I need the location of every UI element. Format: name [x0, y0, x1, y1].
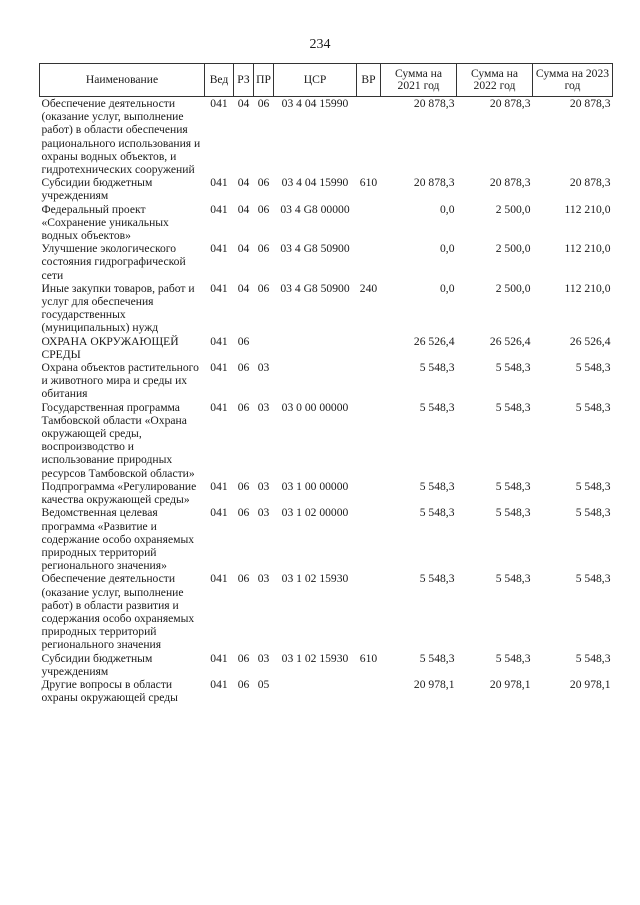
row-name-cell: Подпрограмма «Регулирование качества окружающей среды»	[41, 479, 197, 507]
row-rz-cell: 04	[237, 242, 250, 256]
table-body	[40, 97, 613, 705]
row-sum-2022-cell: 5 548,3	[495, 572, 531, 586]
row-sum-2023-cell: 112 210,0	[564, 281, 611, 295]
row-sum-2023-cell: 20 878,3	[569, 176, 611, 190]
table-row	[40, 361, 613, 401]
row-csr-cell: 03 1 02 15930	[281, 572, 349, 586]
row-sum-2023-cell: 112 210,0	[564, 242, 611, 256]
row-pr-cell: 03	[257, 400, 270, 414]
header-ved: Вед	[205, 64, 234, 97]
row-ved-cell: 041	[210, 506, 228, 520]
row-vr-cell	[357, 678, 381, 704]
row-csr-cell: 03 4 G8 50900	[280, 242, 350, 256]
row-csr-cell: 03 1 02 00000	[281, 506, 349, 520]
table-row	[40, 176, 613, 202]
row-sum-2021-cell: 20 878,3	[413, 176, 455, 190]
header-pr: ПР	[254, 64, 274, 97]
row-csr-cell	[274, 335, 357, 361]
row-sum-2022-cell: 2 500,0	[495, 242, 531, 256]
row-sum-2022-cell: 5 548,3	[495, 361, 531, 375]
row-rz-cell: 04	[237, 281, 250, 295]
row-vr-cell	[357, 506, 381, 572]
row-sum-2023-cell: 5 548,3	[575, 506, 611, 520]
row-vr-cell: 610	[359, 651, 378, 665]
row-csr-cell: 03 4 04 15990	[281, 97, 349, 110]
row-sum-2022-cell: 2 500,0	[495, 202, 531, 216]
budget-table	[39, 63, 613, 704]
row-ved-cell: 041	[210, 572, 228, 586]
row-pr-cell: 03	[257, 506, 270, 520]
row-rz-cell: 06	[237, 677, 250, 691]
row-sum-2021-cell: 26 526,4	[413, 334, 455, 348]
row-csr-cell	[274, 678, 357, 704]
row-pr-cell: 06	[257, 97, 270, 110]
table-row	[40, 506, 613, 572]
row-sum-2023-cell: 26 526,4	[569, 334, 611, 348]
table-row	[40, 678, 613, 704]
row-vr-cell	[357, 480, 381, 506]
header-sum-2022: Сумма на 2022 год	[457, 64, 533, 97]
row-sum-2022-cell: 20 978,1	[489, 677, 531, 691]
header-vr: ВР	[357, 64, 381, 97]
row-sum-2023-cell: 20 978,1	[569, 677, 611, 691]
row-csr-cell: 03 1 02 15930	[281, 651, 349, 665]
row-pr-cell: 03	[257, 572, 270, 586]
row-sum-2021-cell: 20 978,1	[413, 677, 455, 691]
row-vr-cell	[357, 572, 381, 651]
header-rz: РЗ	[234, 64, 254, 97]
row-vr-cell	[357, 242, 381, 282]
table-row	[40, 335, 613, 361]
row-sum-2021-cell: 20 878,3	[413, 97, 455, 110]
row-sum-2021-cell: 5 548,3	[419, 361, 455, 375]
row-name-cell: Федеральный проект «Сохранение уникальных водных объектов»	[41, 202, 169, 243]
row-name-cell: Субсидии бюджетным учреждениям	[41, 651, 153, 678]
row-name-cell: ОХРАНА ОКРУЖАЮЩЕЙ СРЕДЫ	[41, 334, 179, 361]
row-ved-cell: 041	[210, 176, 228, 190]
row-csr-cell: 03 4 04 15990	[281, 176, 349, 190]
header-name: Наименование	[40, 64, 205, 97]
table-row	[40, 203, 613, 243]
row-name-cell: Обеспечение деятельности (оказание услуг, выполнение работ) в области развития и содержания особо охраняемых природных территорий регионального значения	[41, 572, 195, 652]
row-sum-2023-cell: 5 548,3	[575, 400, 611, 414]
row-pr-cell: 06	[257, 202, 270, 216]
row-csr-cell: 03 1 00 00000	[281, 479, 349, 493]
row-sum-2023-cell: 5 548,3	[575, 651, 611, 665]
table-row	[40, 652, 613, 678]
row-vr-cell	[357, 203, 381, 243]
row-rz-cell: 06	[237, 572, 250, 586]
row-sum-2021-cell: 5 548,3	[419, 572, 455, 586]
header-sum-2021: Сумма на 2021 год	[381, 64, 457, 97]
row-csr-cell: 03 4 G8 50900	[280, 281, 350, 295]
row-rz-cell: 06	[237, 400, 250, 414]
row-sum-2021-cell: 5 548,3	[419, 506, 455, 520]
row-pr-cell: 06	[257, 281, 270, 295]
row-ved-cell: 041	[210, 651, 228, 665]
row-rz-cell: 04	[237, 202, 250, 216]
row-rz-cell: 06	[237, 506, 250, 520]
row-rz-cell: 04	[237, 97, 250, 110]
table-row	[40, 242, 613, 282]
row-pr-cell: 03	[257, 479, 270, 493]
row-pr-cell: 06	[257, 176, 270, 190]
row-vr-cell: 240	[359, 281, 378, 295]
row-sum-2022-cell: 5 548,3	[495, 651, 531, 665]
table-header	[40, 64, 613, 97]
header-sum-2023: Сумма на 2023 год	[533, 64, 613, 97]
row-sum-2022-cell: 5 548,3	[495, 506, 531, 520]
row-rz-cell: 06	[237, 479, 250, 493]
table-row	[40, 282, 613, 335]
row-vr-cell: 610	[359, 176, 378, 190]
row-sum-2021-cell: 0,0	[440, 242, 455, 256]
table-row	[40, 572, 613, 651]
row-sum-2021-cell: 0,0	[440, 202, 455, 216]
row-sum-2022-cell: 20 878,3	[489, 97, 531, 110]
row-sum-2022-cell: 26 526,4	[489, 334, 531, 348]
row-sum-2023-cell: 112 210,0	[564, 202, 611, 216]
row-pr-cell: 03	[257, 361, 270, 375]
row-vr-cell	[357, 361, 381, 401]
row-rz-cell: 04	[237, 176, 250, 190]
row-pr-cell: 06	[257, 242, 270, 256]
row-name-cell: Государственная программа Тамбовской области «Охрана окружающей среды, воспроизводство и использование природных ресурсов Тамбовской области»	[41, 400, 195, 480]
table-row	[40, 480, 613, 506]
row-name-cell: Охрана объектов растительного и животного мира и среды их обитания	[41, 361, 199, 401]
row-ved-cell: 041	[210, 202, 228, 216]
table-row	[40, 97, 613, 177]
row-sum-2022-cell: 5 548,3	[495, 479, 531, 493]
row-sum-2021-cell: 5 548,3	[419, 651, 455, 665]
row-sum-2021-cell: 5 548,3	[419, 479, 455, 493]
row-sum-2023-cell: 5 548,3	[575, 479, 611, 493]
row-sum-2022-cell: 2 500,0	[495, 281, 531, 295]
row-pr-cell	[254, 335, 274, 361]
row-name-cell: Иные закупки товаров, работ и услуг для обеспечения государственных (муниципальных) нужд	[41, 281, 195, 335]
row-sum-2022-cell: 5 548,3	[495, 400, 531, 414]
row-ved-cell: 041	[210, 479, 228, 493]
row-sum-2021-cell: 0,0	[440, 281, 455, 295]
row-name-cell: Ведомственная целевая программа «Развитие и содержание особо охраняемых природных территорий регионального значения»	[41, 506, 195, 573]
row-pr-cell: 05	[257, 677, 270, 691]
row-sum-2022-cell: 20 878,3	[489, 176, 531, 190]
header-csr: ЦСР	[274, 64, 357, 97]
row-vr-cell	[357, 97, 381, 177]
row-ved-cell: 041	[210, 334, 228, 348]
row-name-cell: Субсидии бюджетным учреждениям	[41, 176, 153, 203]
row-ved-cell: 041	[210, 400, 228, 414]
row-sum-2023-cell: 20 878,3	[569, 97, 611, 110]
row-rz-cell: 06	[237, 651, 250, 665]
row-pr-cell: 03	[257, 651, 270, 665]
row-ved-cell: 041	[210, 242, 228, 256]
row-name-cell: Улучшение экологического состояния гидрографической сети	[41, 242, 186, 282]
row-sum-2023-cell: 5 548,3	[575, 572, 611, 586]
page-number: 234	[309, 37, 331, 52]
row-name-cell: Обеспечение деятельности (оказание услуг, выполнение работ) в области обеспечения рационального использования и охраны водных объектов, и гидротехнических сооружений	[41, 97, 201, 177]
row-vr-cell	[357, 335, 381, 361]
row-csr-cell: 03 4 G8 00000	[280, 202, 350, 216]
row-rz-cell: 06	[237, 361, 250, 375]
row-rz-cell: 06	[237, 334, 250, 348]
row-ved-cell: 041	[210, 677, 228, 691]
row-csr-cell	[274, 361, 357, 401]
row-ved-cell: 041	[210, 281, 228, 295]
table-row	[40, 401, 613, 480]
row-csr-cell: 03 0 00 00000	[281, 400, 349, 414]
row-sum-2023-cell: 5 548,3	[575, 361, 611, 375]
row-vr-cell	[357, 401, 381, 480]
row-name-cell: Другие вопросы в области охраны окружающей среды	[41, 677, 178, 705]
row-ved-cell: 041	[210, 97, 228, 110]
row-sum-2021-cell: 5 548,3	[419, 400, 455, 414]
row-ved-cell: 041	[210, 361, 228, 375]
